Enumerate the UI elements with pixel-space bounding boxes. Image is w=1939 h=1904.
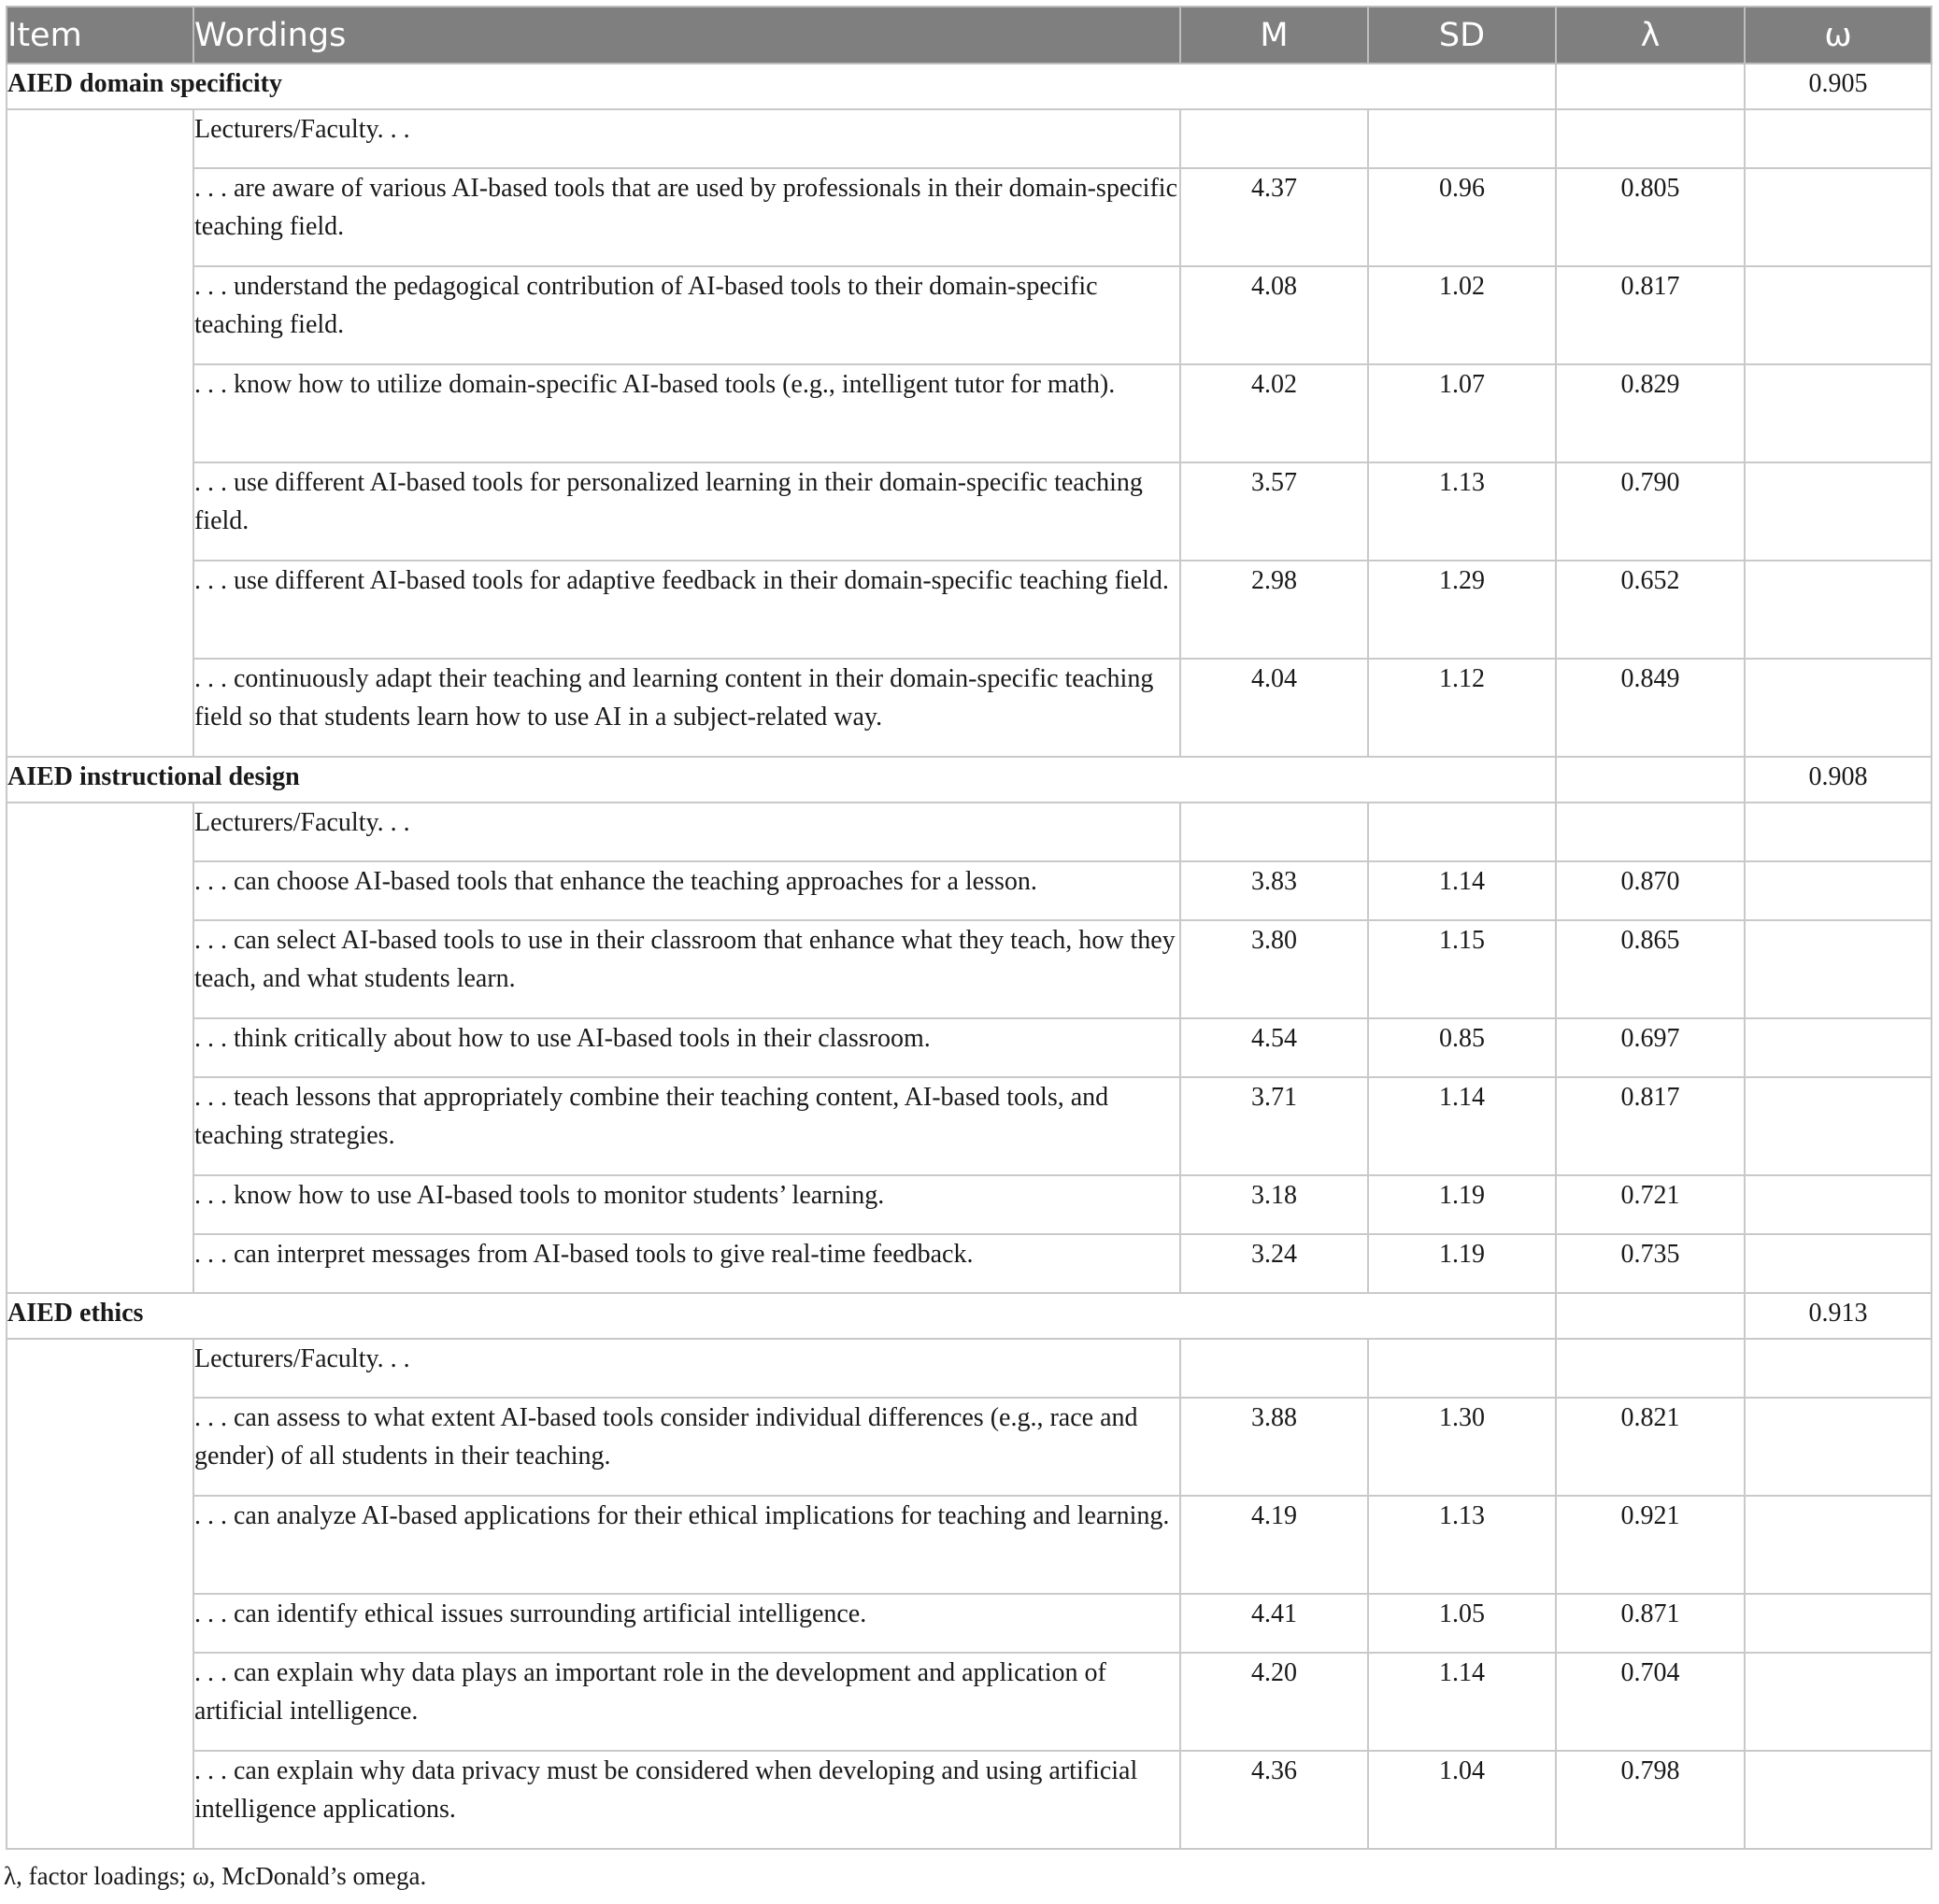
omega-empty-cell: [1745, 861, 1932, 920]
sd-value: 1.29: [1368, 561, 1556, 659]
mean-value: 3.88: [1180, 1398, 1368, 1496]
sd-value: 1.15: [1368, 920, 1556, 1018]
lambda-value: 0.871: [1556, 1594, 1745, 1653]
sd-value: 0.85: [1368, 1018, 1556, 1077]
table-row: [7, 364, 1932, 462]
lambda-value: 0.721: [1556, 1175, 1745, 1234]
lambda-value: 0.817: [1556, 1077, 1745, 1175]
omega-empty-cell: [1745, 1496, 1932, 1594]
omega-empty-cell: [1745, 1594, 1932, 1653]
intro-row: [7, 803, 1932, 861]
section-row: [7, 1293, 1932, 1339]
omega-empty-cell: [1745, 168, 1932, 266]
sd-value: 1.14: [1368, 861, 1556, 920]
omega-empty-cell: [1745, 266, 1932, 364]
empty-cell: [1556, 803, 1745, 861]
lambda-value: 0.829: [1556, 364, 1745, 462]
empty-cell: [1368, 803, 1556, 861]
sd-value: 1.30: [1368, 1398, 1556, 1496]
mean-value: 3.57: [1180, 462, 1368, 561]
wording-text: . . . use different AI-based tools for adaptive feedback in their domain-specific teaching field.: [193, 561, 1180, 659]
table-row: [7, 1234, 1932, 1293]
table-row: [7, 1594, 1932, 1653]
sd-value: 1.12: [1368, 659, 1556, 757]
omega-empty-cell: [1745, 1018, 1932, 1077]
sd-value: 1.13: [1368, 1496, 1556, 1594]
wording-text: . . . can explain why data plays an important role in the development and application of artificial intelligence.: [193, 1653, 1180, 1751]
item-cell: [7, 803, 193, 1293]
empty-cell: [1745, 109, 1932, 168]
empty-cell: [1368, 1339, 1556, 1398]
item-cell: [7, 1339, 193, 1849]
omega-empty-cell: [1745, 659, 1932, 757]
item-cell: [7, 109, 193, 757]
omega-empty-cell: [1745, 561, 1932, 659]
intro-text: Lecturers/Faculty. . .: [193, 1339, 1180, 1398]
wording-text: . . . understand the pedagogical contribution of AI-based tools to their domain-specific teaching field.: [193, 266, 1180, 364]
section-lambda-cell: [1556, 64, 1745, 109]
intro-text: Lecturers/Faculty. . .: [193, 109, 1180, 168]
table-row: [7, 1653, 1932, 1751]
mean-value: 4.04: [1180, 659, 1368, 757]
mean-value: 4.08: [1180, 266, 1368, 364]
omega-empty-cell: [1745, 1234, 1932, 1293]
section-title: AIED ethics: [7, 1293, 1556, 1339]
omega-empty-cell: [1745, 1175, 1932, 1234]
wording-text: . . . think critically about how to use AI-based tools in their classroom.: [193, 1018, 1180, 1077]
omega-empty-cell: [1745, 1751, 1932, 1849]
table-footnote: λ, factor loadings; ω, McDonald’s omega.: [4, 1862, 427, 1890]
lambda-value: 0.735: [1556, 1234, 1745, 1293]
empty-cell: [1745, 1339, 1932, 1398]
section-omega: 0.913: [1745, 1293, 1932, 1339]
table-row: [7, 1751, 1932, 1849]
sd-value: 1.13: [1368, 462, 1556, 561]
section-title: AIED instructional design: [7, 757, 1556, 803]
table-row: [7, 168, 1932, 266]
lambda-value: 0.790: [1556, 462, 1745, 561]
section-lambda-cell: [1556, 757, 1745, 803]
table-row: [7, 1077, 1932, 1175]
sd-value: 1.14: [1368, 1653, 1556, 1751]
wording-text: . . . can choose AI-based tools that enhance the teaching approaches for a lesson.: [193, 861, 1180, 920]
lambda-value: 0.849: [1556, 659, 1745, 757]
lambda-value: 0.798: [1556, 1751, 1745, 1849]
header-lambda: λ: [1556, 7, 1745, 64]
wording-text: . . . use different AI-based tools for personalized learning in their domain-specific teaching field.: [193, 462, 1180, 561]
wording-text: . . . can interpret messages from AI-based tools to give real-time feedback.: [193, 1234, 1180, 1293]
table-row: [7, 561, 1932, 659]
empty-cell: [1745, 803, 1932, 861]
sd-value: 1.04: [1368, 1751, 1556, 1849]
results-table: [6, 6, 1932, 1850]
results-table-container: [6, 6, 1931, 1850]
mean-value: 4.19: [1180, 1496, 1368, 1594]
section-omega: 0.908: [1745, 757, 1932, 803]
table-row: [7, 861, 1932, 920]
omega-empty-cell: [1745, 462, 1932, 561]
header-item: Item: [7, 7, 193, 64]
wording-text: . . . can assess to what extent AI-based tools consider individual differences (e.g., race and gender) of all students in their teaching.: [193, 1398, 1180, 1496]
mean-value: 3.24: [1180, 1234, 1368, 1293]
lambda-value: 0.805: [1556, 168, 1745, 266]
omega-empty-cell: [1745, 1398, 1932, 1496]
intro-text: Lecturers/Faculty. . .: [193, 803, 1180, 861]
header-omega: ω: [1745, 7, 1932, 64]
section-title: AIED domain specificity: [7, 64, 1556, 109]
sd-value: 1.19: [1368, 1234, 1556, 1293]
sd-value: 1.19: [1368, 1175, 1556, 1234]
mean-value: 3.83: [1180, 861, 1368, 920]
wording-text: . . . are aware of various AI-based tools that are used by professionals in their domain-specific teaching field.: [193, 168, 1180, 266]
mean-value: 3.71: [1180, 1077, 1368, 1175]
wording-text: . . . know how to use AI-based tools to monitor students’ learning.: [193, 1175, 1180, 1234]
table-row: [7, 266, 1932, 364]
table-row: [7, 1496, 1932, 1594]
wording-text: . . . can explain why data privacy must be considered when developing and using artificial intelligence applications.: [193, 1751, 1180, 1849]
sd-value: 1.05: [1368, 1594, 1556, 1653]
mean-value: 4.36: [1180, 1751, 1368, 1849]
sd-value: 1.07: [1368, 364, 1556, 462]
mean-value: 4.37: [1180, 168, 1368, 266]
table-body: [7, 64, 1932, 1849]
section-row: [7, 64, 1932, 109]
lambda-value: 0.704: [1556, 1653, 1745, 1751]
mean-value: 2.98: [1180, 561, 1368, 659]
table-row: [7, 462, 1932, 561]
wording-text: . . . can identify ethical issues surrounding artificial intelligence.: [193, 1594, 1180, 1653]
omega-empty-cell: [1745, 920, 1932, 1018]
lambda-value: 0.921: [1556, 1496, 1745, 1594]
empty-cell: [1180, 109, 1368, 168]
omega-empty-cell: [1745, 1653, 1932, 1751]
sd-value: 1.02: [1368, 266, 1556, 364]
lambda-value: 0.821: [1556, 1398, 1745, 1496]
mean-value: 4.41: [1180, 1594, 1368, 1653]
empty-cell: [1180, 1339, 1368, 1398]
header-sd: SD: [1368, 7, 1556, 64]
header-row: [7, 7, 1932, 64]
wording-text: . . . know how to utilize domain-specific AI-based tools (e.g., intelligent tutor for math).: [193, 364, 1180, 462]
empty-cell: [1556, 109, 1745, 168]
table-row: [7, 659, 1932, 757]
wording-text: . . . can select AI-based tools to use in their classroom that enhance what they teach, how they teach, and what students learn.: [193, 920, 1180, 1018]
empty-cell: [1368, 109, 1556, 168]
omega-empty-cell: [1745, 1077, 1932, 1175]
lambda-value: 0.870: [1556, 861, 1745, 920]
lambda-value: 0.865: [1556, 920, 1745, 1018]
section-lambda-cell: [1556, 1293, 1745, 1339]
mean-value: 4.20: [1180, 1653, 1368, 1751]
lambda-value: 0.697: [1556, 1018, 1745, 1077]
mean-value: 4.54: [1180, 1018, 1368, 1077]
sd-value: 0.96: [1368, 168, 1556, 266]
omega-empty-cell: [1745, 364, 1932, 462]
wording-text: . . . teach lessons that appropriately combine their teaching content, AI-based tools, and teaching strategies.: [193, 1077, 1180, 1175]
mean-value: 3.80: [1180, 920, 1368, 1018]
intro-row: [7, 1339, 1932, 1398]
header-wordings: Wordings: [193, 7, 1180, 64]
section-row: [7, 757, 1932, 803]
sd-value: 1.14: [1368, 1077, 1556, 1175]
wording-text: . . . can analyze AI-based applications for their ethical implications for teaching and learning.: [193, 1496, 1180, 1594]
header-m: M: [1180, 7, 1368, 64]
table-row: [7, 920, 1932, 1018]
empty-cell: [1180, 803, 1368, 861]
mean-value: 3.18: [1180, 1175, 1368, 1234]
wording-text: . . . continuously adapt their teaching and learning content in their domain-specific teaching field so that students learn how to use AI in a subject-related way.: [193, 659, 1180, 757]
lambda-value: 0.817: [1556, 266, 1745, 364]
section-omega: 0.905: [1745, 64, 1932, 109]
lambda-value: 0.652: [1556, 561, 1745, 659]
table-row: [7, 1018, 1932, 1077]
intro-row: [7, 109, 1932, 168]
table-row: [7, 1398, 1932, 1496]
empty-cell: [1556, 1339, 1745, 1398]
mean-value: 4.02: [1180, 364, 1368, 462]
table-row: [7, 1175, 1932, 1234]
